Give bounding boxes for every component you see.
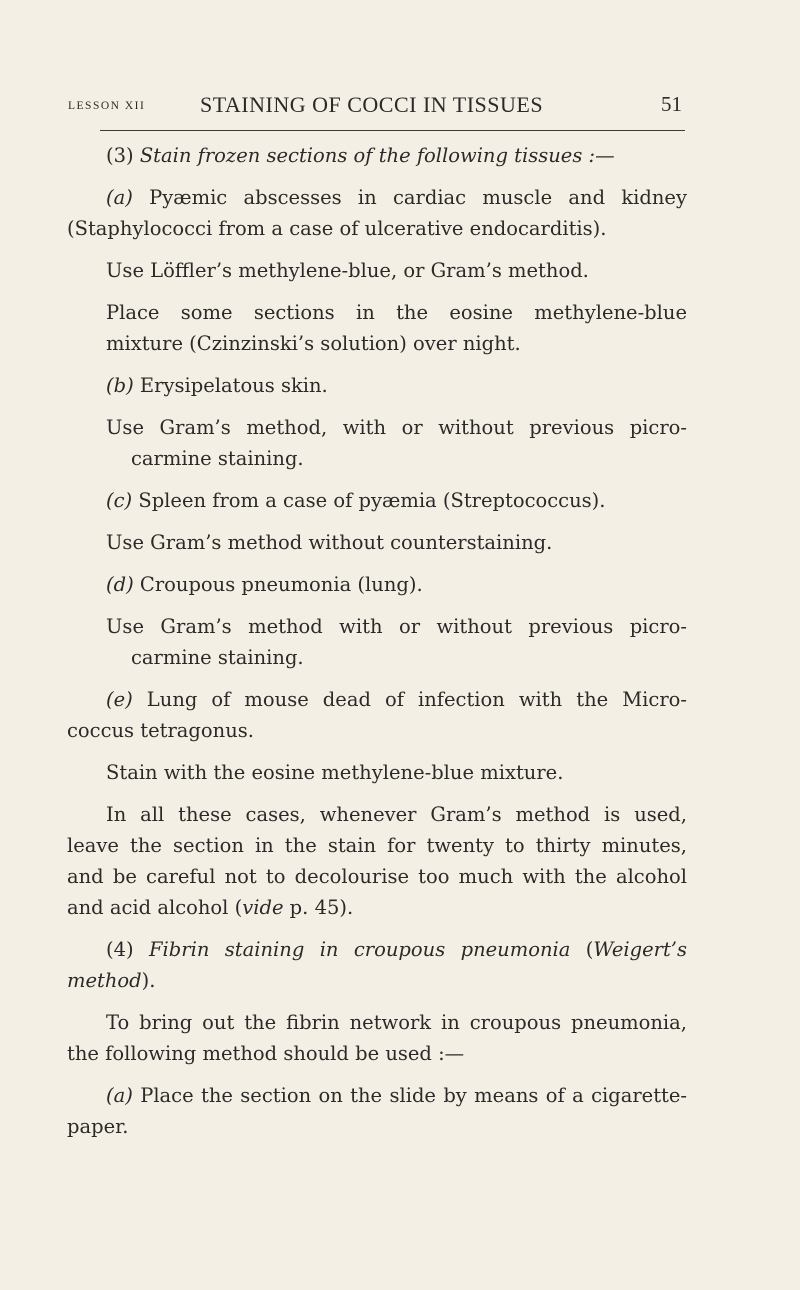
- item-a2-line2: paper.: [67, 1115, 129, 1138]
- section-4-heading-text: Fibrin staining in croupous pneumonia: [149, 938, 571, 961]
- item-b-use: [67, 412, 687, 474]
- item-a-place-line1: Place some sections in the eosine methylene-blue: [106, 301, 687, 324]
- fibrin-paragraph: [67, 1007, 687, 1069]
- cases-line2: leave the section in the stain for twenty to thirty minutes,: [67, 834, 687, 857]
- section-4-heading: (4) Fibrin staining in croupous pneumonia (Weigert’s method).: [67, 938, 688, 992]
- section-4-method: Weigert’s method: [67, 938, 688, 992]
- item-e-stain: Stain with the eosine methylene-blue mixture.: [106, 761, 564, 784]
- item-d-text: Croupous pneumonia (lung).: [133, 573, 423, 596]
- item-e-paragraph: [67, 684, 687, 746]
- item-a-use: Use Löffler’s methylene-blue, or Gram’s method.: [106, 259, 589, 282]
- cases-paragraph: [67, 799, 687, 923]
- lesson-label: LESSON XII: [68, 100, 146, 112]
- cases-line4: and acid alcohol (vide p. 45).: [67, 896, 354, 919]
- item-b-text: Erysipelatous skin.: [133, 374, 328, 397]
- item-a-place-line2: mixture (Czinzinski’s solution) over night.: [106, 332, 521, 355]
- vide-text: vide: [242, 896, 284, 919]
- fibrin-line2: the following method should be used :—: [67, 1042, 465, 1065]
- item-d-use: [67, 611, 687, 673]
- page-body: [67, 140, 687, 1153]
- section-3-label: (3): [106, 144, 140, 167]
- section-3-heading: [67, 140, 687, 171]
- page-title: STAINING OF COCCI IN TISSUES: [200, 92, 544, 117]
- item-c-marker: (c): [106, 489, 133, 512]
- item-a2-line1: (a) Place the section on the slide by means of a cigarette-: [106, 1084, 687, 1107]
- item-b: [67, 370, 687, 401]
- item-a-place: [67, 297, 687, 359]
- item-e-line1: (e) Lung of mouse dead of infection with the Micro-: [106, 688, 687, 711]
- header-rule: [100, 130, 685, 131]
- item-b-use-line2: carmine staining.: [131, 447, 304, 470]
- running-header: [68, 92, 682, 120]
- cases-line3: and be careful not to decolourise too much with the alcohol: [67, 865, 687, 888]
- item-c-text: Spleen from a case of pyæmia (Streptococcus).: [132, 489, 606, 512]
- item-b-marker: (b): [106, 374, 134, 397]
- section-3-heading-text: Stain frozen sections of the following tissues :—: [139, 144, 615, 167]
- item-d: [67, 569, 687, 600]
- item-a-line2: (Staphylococci from a case of ulcerative endocarditis).: [67, 217, 607, 240]
- item-d-use-line2: carmine staining.: [131, 646, 304, 669]
- item-c-use: Use Gram’s method without counterstaining.: [106, 531, 553, 554]
- item-a-marker: (a): [106, 186, 133, 209]
- cases-line1: In all these cases, whenever Gram’s method is used,: [106, 803, 687, 826]
- item-c: [67, 485, 687, 516]
- item-d-use-line1: Use Gram’s method with or without previous picro-: [106, 615, 687, 638]
- item-a-line1: (a) Pyæmic abscesses in cardiac muscle and kidney: [106, 186, 687, 209]
- item-a-paragraph: [67, 182, 687, 244]
- section-4-label: (4): [106, 938, 150, 961]
- item-e-line2: coccus tetragonus.: [67, 719, 254, 742]
- item-b-use-line1: Use Gram’s method, with or without previous picro-: [106, 416, 687, 439]
- fibrin-line1: To bring out the fibrin network in croupous pneumonia,: [106, 1011, 687, 1034]
- item-a2-paragraph: [67, 1080, 687, 1142]
- item-e-marker: (e): [106, 688, 133, 711]
- item-d-marker: (d): [106, 573, 134, 596]
- item-a2-marker: (a): [106, 1084, 133, 1107]
- page-number: 51: [661, 92, 682, 116]
